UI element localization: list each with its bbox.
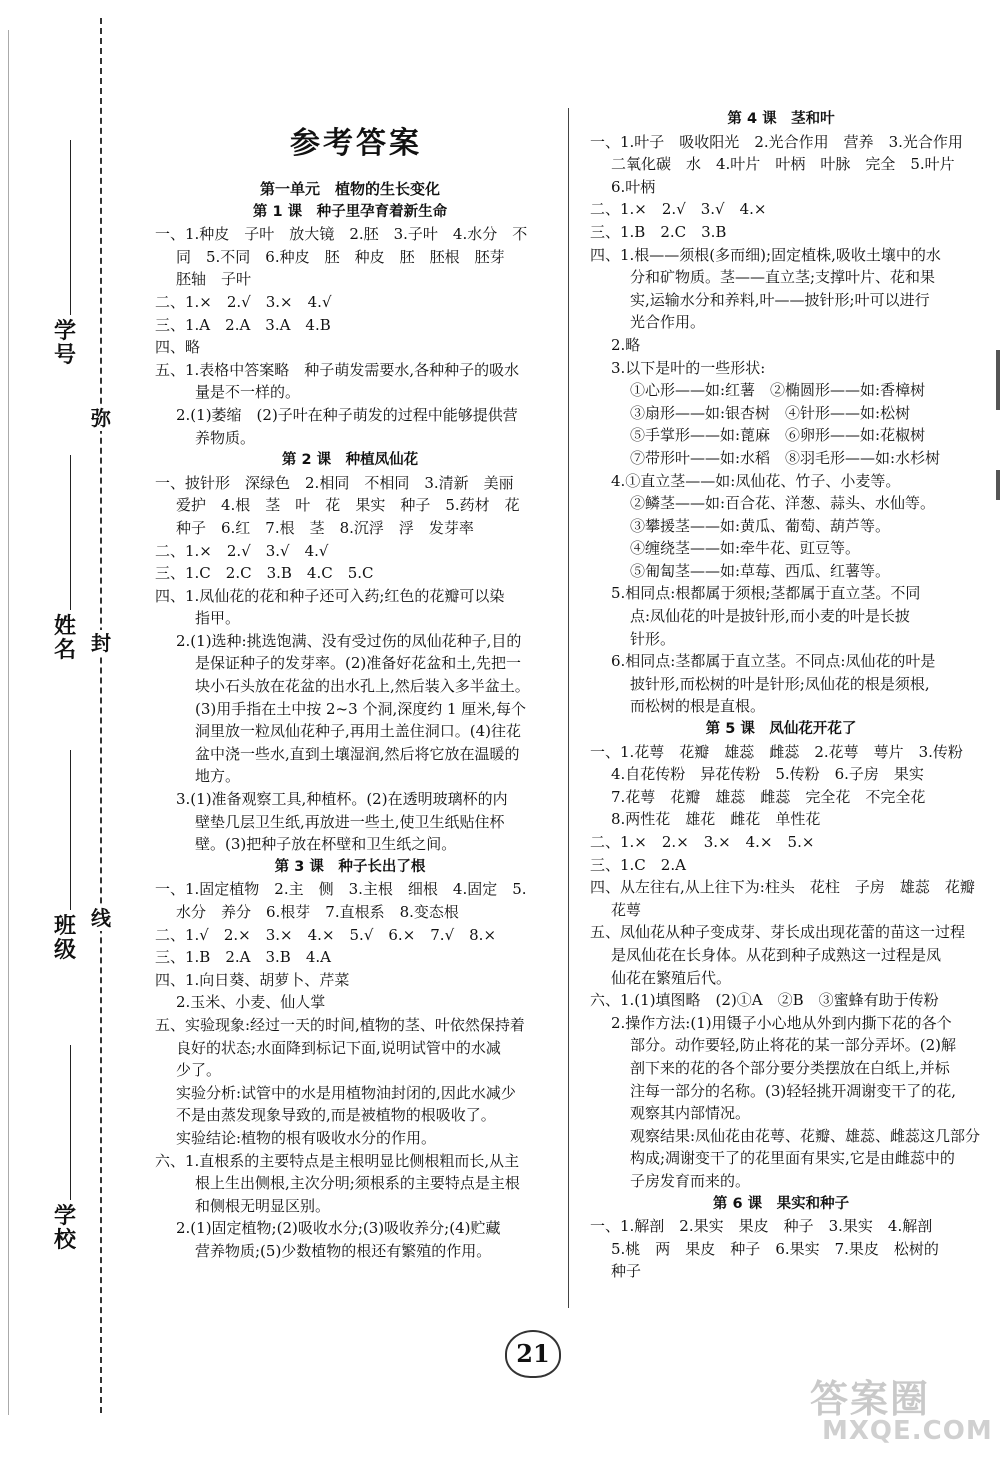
answer-line: 四、略 xyxy=(155,338,201,357)
answer-line: 2.略 xyxy=(611,335,641,354)
answer-line: 三、1.B 2.A 3.B 4.A xyxy=(155,948,331,967)
answer-line: 4.①直立茎——如:凤仙花、竹子、小麦等。 xyxy=(611,471,901,490)
answer-line: 注每一部分的名称。(3)轻轻挑开凋谢变干了的花, xyxy=(630,1081,957,1100)
answer-line: 针形。 xyxy=(630,629,676,648)
section-heading: 第 1 课 种子里孕育着新生命 xyxy=(252,203,448,220)
answer-line: 分和矿物质。茎——直立茎;支撑叶片、花和果 xyxy=(630,268,936,287)
cut-line xyxy=(100,18,102,1413)
answer-line: 胚轴 子叶 xyxy=(176,270,252,289)
answer-line: 二、1.× 2.√ 3.√ 4.× xyxy=(590,200,767,219)
answer-line: 四、1.根——须根(多而细);固定植株,吸收土壤中的水 xyxy=(590,245,941,264)
cut-char-xian: 线 xyxy=(91,906,111,930)
answer-line: 二氧化碳 水 4.叶片 叶柄 叶脉 完全 5.叶片 xyxy=(611,155,955,174)
answer-line: 2.(1)固定植物;(2)吸收水分;(3)吸收养分;(4)贮藏 xyxy=(176,1219,501,1238)
answer-line: 而松树的根是直根。 xyxy=(630,697,766,716)
answer-line: ②鳞茎——如:百合花、洋葱、蒜头、水仙等。 xyxy=(630,494,936,513)
answer-line: 三、1.C 2.A xyxy=(590,855,686,874)
watermark-logo: 答案圈 xyxy=(810,1377,931,1421)
name-label: 姓名 xyxy=(53,614,76,663)
answer-line: 部分。动作要轻,防止将花的某一部分弄坏。(2)解 xyxy=(630,1036,957,1055)
class-label: 班级 xyxy=(53,914,76,963)
answer-line: 少了。 xyxy=(176,1061,222,1080)
answer-line: 爱护 4.根 茎 叶 花 果实 种子 5.药材 花 xyxy=(176,496,520,515)
answer-line: 一、1.花萼 花瓣 雄蕊 雌蕊 2.花萼 萼片 3.传粉 xyxy=(590,742,963,761)
section-heading: 第 4 课 茎和叶 xyxy=(727,111,835,127)
answer-line: ③攀援茎——如:黄瓜、葡萄、葫芦等。 xyxy=(630,516,891,535)
answer-line: 良好的状态;水面降到标记下面,说明试管中的水减 xyxy=(176,1038,501,1057)
section-heading: 第 2 课 种植凤仙花 xyxy=(281,452,419,469)
answer-line: 6.相同点:茎都属于直立茎。不同点:凤仙花的叶是 xyxy=(611,652,936,671)
left-column xyxy=(155,178,545,1263)
answer-line: 和侧根无明显区别。 xyxy=(195,1196,331,1215)
answer-line: 一、1.解剖 2.果实 果皮 种子 3.果实 4.解剖 xyxy=(590,1217,933,1236)
answer-line: 盆中浇一些水,直到土壤湿润,然后将它放在温暖的 xyxy=(195,744,520,763)
answer-line: 5.相同点:根都属于须根;茎都属于直立茎。不同 xyxy=(611,584,921,603)
section-heading: 第 5 课 凤仙花开花了 xyxy=(705,721,857,738)
page-number: 21 xyxy=(505,1330,561,1378)
watermark-url: MXQE.COM xyxy=(822,1416,993,1446)
answer-line: 二、1.√ 2.× 3.× 4.× 5.√ 6.× 7.√ 8.× xyxy=(155,925,497,944)
answer-line: 四、1.凤仙花的花和种子还可入药;红色的花瓣可以染 xyxy=(155,586,505,605)
answer-line: 六、1.(1)填图略 (2)①A ②B ③蜜蜂有助于传粉 xyxy=(590,991,939,1010)
answer-line: 五、凤仙花从种子变成芽、芽长成出现花蕾的苗这一过程 xyxy=(590,923,966,942)
answer-line: 2.(1)选种:挑选饱满、没有受过伤的凤仙花种子,目的 xyxy=(176,631,522,650)
answer-line: 4.自花传粉 异花传粉 5.传粉 6.子房 果实 xyxy=(611,765,924,784)
answer-line: 实验结论:植物的根有吸收水分的作用。 xyxy=(176,1128,437,1147)
answer-line: 三、1.C 2.C 3.B 4.C 5.C xyxy=(155,564,374,583)
answer-line: 二、1.× 2.√ 3.√ 4.√ xyxy=(155,541,329,560)
answer-line: 是保证种子的发芽率。(2)准备好花盆和土,先把一 xyxy=(195,654,522,673)
answer-line: 3.以下是叶的一些形状: xyxy=(611,358,766,377)
answer-line: 2.玉米、小麦、仙人掌 xyxy=(176,993,326,1012)
answer-line: 2.(1)萎缩 (2)子叶在种子萌发的过程中能够提供营 xyxy=(176,405,518,424)
answer-line: 壁。(3)把种子放在杯壁和卫生纸之间。 xyxy=(195,835,457,854)
answer-line: 7.花萼 花瓣 雄蕊 雌蕊 完全花 不完全花 xyxy=(611,787,926,806)
student-id-label: 学号 xyxy=(53,319,76,368)
answer-line: 壁垫几层卫生纸,再放进一些土,使卫生纸贴住杯 xyxy=(195,812,505,831)
answer-line: ①心形——如:红薯 ②椭圆形——如:香樟树 xyxy=(630,381,926,400)
right-column xyxy=(590,108,981,1283)
answer-line: 仙花在繁殖后代。 xyxy=(611,968,732,987)
section-heading: 第 3 课 种子长出了根 xyxy=(274,858,426,875)
answer-line: 四、从左往右,从上往下为:柱头 花柱 子房 雄蕊 花瓣 xyxy=(590,878,975,897)
answer-line: 披针形,而松树的叶是针形;凤仙花的根是须根, xyxy=(630,674,930,693)
answer-line: 2.操作方法:(1)用镊子小心地从外到内撕下花的各个 xyxy=(611,1013,952,1032)
answer-line: 观察其内部情况。 xyxy=(630,1104,751,1123)
answer-line: 养物质。 xyxy=(195,428,256,447)
answer-line: 量是不一样的。 xyxy=(195,383,301,402)
answer-line: 实验分析:试管中的水是用植物油封闭的,因此水减少 xyxy=(176,1083,516,1102)
answer-line: 同 5.不同 6.种皮 胚 种皮 胚 胚根 胚芽 xyxy=(176,247,505,266)
cut-char-mi: 弥 xyxy=(91,406,111,430)
answer-line: 是凤仙花在长身体。从花到种子成熟这一过程是凤 xyxy=(611,945,942,964)
section-heading: 第一单元 植物的生长变化 xyxy=(259,180,440,198)
answer-line: 构成;凋谢变干了的花里面有果实,它是由雌蕊中的 xyxy=(630,1149,955,1168)
answer-line: 地方。 xyxy=(195,767,241,786)
answer-line: 六、1.直根系的主要特点是主根明显比侧根粗而长,从主 xyxy=(155,1151,520,1170)
school-label: 学校 xyxy=(53,1204,76,1253)
edge-mark xyxy=(996,470,1000,500)
answer-line: 一、1.固定植物 2.主 侧 3.主根 细根 4.固定 5. xyxy=(155,880,527,899)
edge-mark xyxy=(996,350,1000,410)
answer-line: 指甲。 xyxy=(195,609,241,628)
answer-line: 二、1.× 2.× 3.× 4.× 5.× xyxy=(590,833,815,851)
column-divider xyxy=(568,108,569,1308)
page-title: 参考答案 xyxy=(290,126,422,161)
section-heading: 第 6 课 果实和种子 xyxy=(712,1195,850,1212)
answer-line: 实,运输水分和养料,叶——披针形;叶可以进行 xyxy=(630,290,930,309)
answer-line: 不是由蒸发现象导致的,而是被植物的根吸收了。 xyxy=(176,1106,496,1125)
answer-line: 光合作用。 xyxy=(630,313,706,332)
answer-line: 四、1.向日葵、胡萝卜、芹菜 xyxy=(155,970,350,989)
answer-line: 6.叶柄 xyxy=(611,177,656,196)
answer-line: ④缠绕茎——如:牵牛花、豇豆等。 xyxy=(630,539,861,558)
answer-line: 营养物质;(5)少数植物的根还有繁殖的作用。 xyxy=(195,1241,492,1260)
student-id-field[interactable] xyxy=(70,140,71,315)
answer-line: ⑤匍匐茎——如:草莓、西瓜、红薯等。 xyxy=(630,561,891,580)
school-field[interactable] xyxy=(70,1045,71,1200)
name-field[interactable] xyxy=(70,455,71,610)
answer-line: ⑤手掌形——如:蓖麻 ⑥卵形——如:花椒树 xyxy=(630,426,926,445)
answer-line: 5.桃 两 果皮 种子 6.果实 7.果皮 松树的 xyxy=(611,1239,939,1258)
answer-line: ③扇形——如:银杏树 ④针形——如:松树 xyxy=(630,403,911,422)
answer-line: 花萼 xyxy=(611,900,642,919)
watermark xyxy=(810,1368,995,1454)
answer-line: 子房发育而来的。 xyxy=(630,1171,751,1190)
answer-line: 块小石头放在花盆的出水孔上,然后装入多半盆土。 xyxy=(195,677,530,696)
answer-line: 五、1.表格中答案略 种子萌发需要水,各种种子的吸水 xyxy=(155,360,520,379)
answer-line: 一、1.叶子 吸收阳光 2.光合作用 营养 3.光合作用 xyxy=(590,132,963,151)
answer-line: (3)用手指在土中按 2~3 个洞,深度约 1 厘米,每个 xyxy=(195,699,527,718)
answer-line: 洞里放一粒凤仙花种子,再用土盖住洞口。(4)往花 xyxy=(195,722,522,741)
answer-line: 点:凤仙花的叶是披针形,而小麦的叶是长披 xyxy=(630,607,910,626)
answer-line: 一、1.种皮 子叶 放大镜 2.胚 3.子叶 4.水分 不 xyxy=(155,225,528,244)
answer-line: 二、1.× 2.√ 3.× 4.√ xyxy=(155,292,332,311)
answer-line: 种子 xyxy=(611,1262,642,1281)
answer-line: 8.两性花 雄花 雌花 单性花 xyxy=(611,810,821,829)
answer-line: 一、披针形 深绿色 2.相同 不相同 3.清新 美丽 xyxy=(155,473,514,492)
answer-line: ⑦带形叶——如:水稻 ⑧羽毛形——如:水杉树 xyxy=(630,448,941,467)
answer-line: 三、1.A 2.A 3.A 4.B xyxy=(155,315,331,334)
answer-line: 种子 6.红 7.根 茎 8.沉浮 浮 发芽率 xyxy=(176,518,474,537)
answer-line: 三、1.B 2.C 3.B xyxy=(590,222,727,241)
answer-line: 根上生出侧根,主次分明;须根系的主要特点是主根 xyxy=(195,1174,520,1193)
answer-line: 剖下来的花的各个部分要分类摆放在白纸上,并标 xyxy=(630,1058,950,1077)
binding-margin xyxy=(0,0,150,1460)
answer-line: 观察结果:凤仙花由花萼、花瓣、雄蕊、雌蕊这几部分 xyxy=(630,1126,981,1145)
answer-line: 3.(1)准备观察工具,种植杯。(2)在透明玻璃杯的内 xyxy=(176,790,508,809)
answer-line: 五、实验现象:经过一天的时间,植物的茎、叶依然保持着 xyxy=(155,1015,525,1034)
class-field[interactable] xyxy=(70,750,71,910)
cut-char-feng: 封 xyxy=(91,631,111,655)
answer-line: 水分 养分 6.根芽 7.直根系 8.变态根 xyxy=(176,903,459,921)
margin-outer-line xyxy=(8,30,9,1415)
